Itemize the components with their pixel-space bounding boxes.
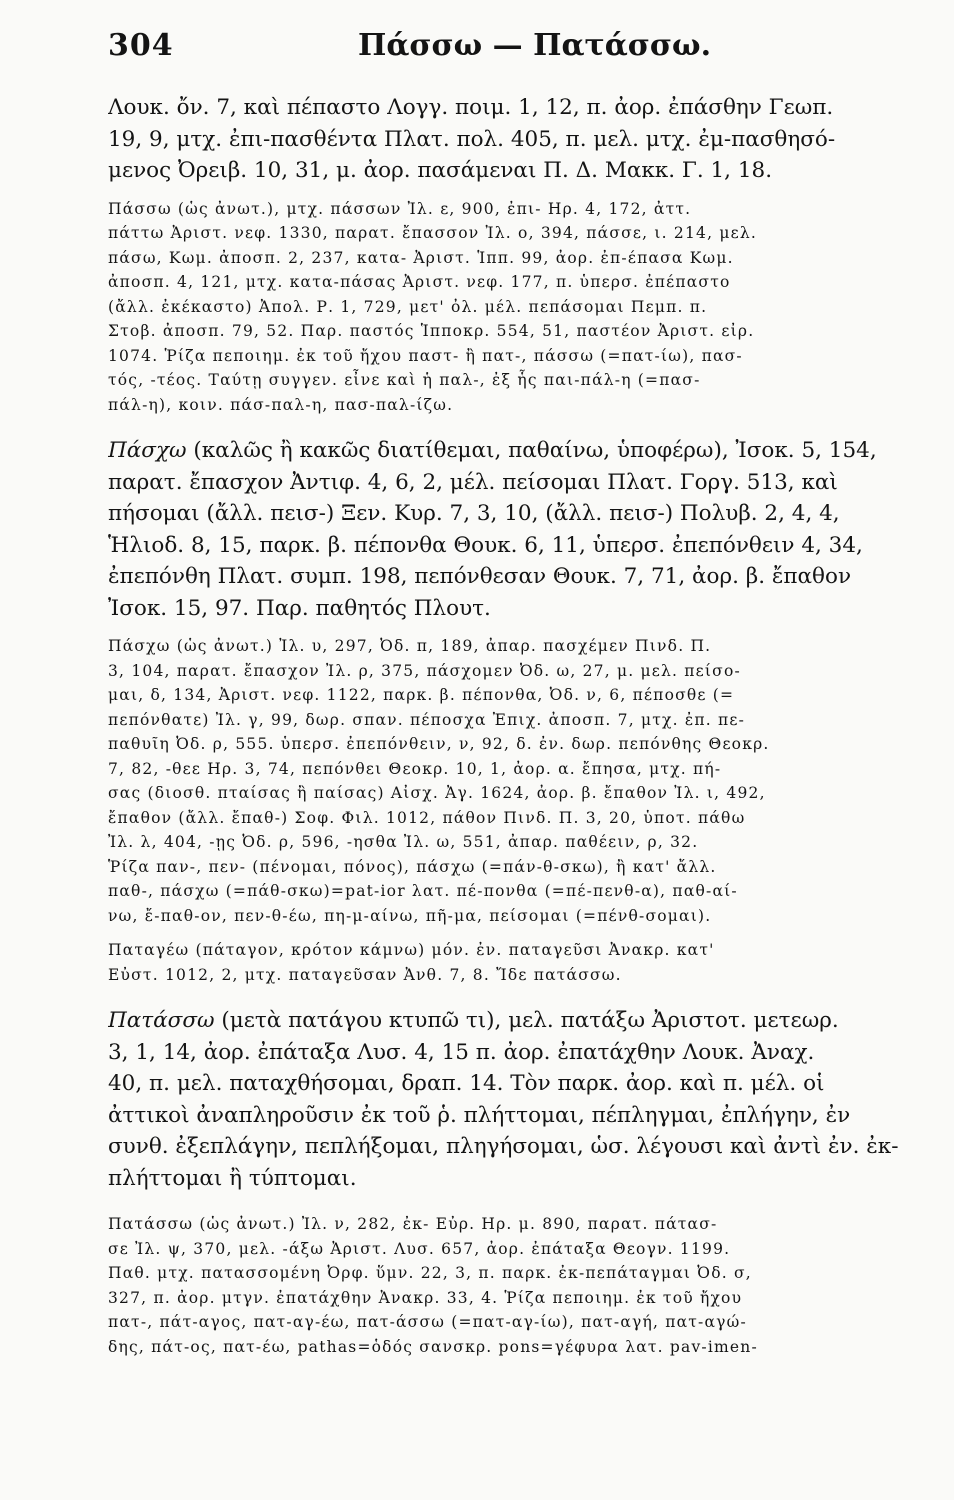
text-line: πλήττομαι ἢ τύπτομαι.: [108, 1165, 357, 1191]
text-line: Στοβ. ἀποσπ. 79, 52. Παρ. παστός Ἱπποκρ. 554, 51, παστέον Ἀριστ. εἰρ.: [108, 322, 755, 340]
text-line: Ἰλ. λ, 404, -ῃς Ὀδ. ρ, 596, -ησθα Ἰλ. ω, 551, ἀπαρ. παθέειν, ρ, 32.: [108, 833, 699, 851]
text-line: πάττω Ἀριστ. νεφ. 1330, παρατ. ἔπασσον Ἰλ. ο, 394, πάσσε, ι. 214, μελ.: [108, 224, 758, 242]
text-line: 7, 82, -θεε Ηρ. 3, 74, πεπόνθει Θεοκρ. 10, 1, ἀορ. α. ἔπησα, μτχ. πή-: [108, 759, 722, 778]
headword: Πάσχω: [108, 438, 187, 463]
text-line: πήσομαι (ἄλλ. πεισ-) Ξεν. Κυρ. 7, 3, 10, (ἄλλ. πεισ-) Πολυβ. 2, 4, 4,: [108, 501, 840, 526]
text-line: ἔπαθον (ἄλλ. ἔπαθ-) Σοφ. Φιλ. 1012, πάθον Πινδ. Π. 3, 20, ὑποτ. πάθω: [108, 808, 746, 827]
text-line: σε Ἰλ. ψ, 370, μελ. -άξω Ἀριστ. Λυσ. 657, ἀορ. ἐπάταξα Θεογν. 1199.: [108, 1239, 731, 1258]
text-line: δης, πάτ-ος, πατ-έω, pathas=ὁδός σανσκρ. pons=γέφυρα λατ. pav-imen-: [108, 1337, 758, 1356]
text-line: [108, 435, 898, 467]
text-line: τός, -τέος. Ταύτῃ συγγεν. εἶνε καὶ ἡ παλ-, ἐξ ἧς παι-πάλ-η (=πασ-: [108, 371, 701, 389]
text-line: μαι, δ, 134, Ἀριστ. νεφ. 1122, παρκ. β. πέπονθα, Ὀδ. ν, 6, πέποσθε (=: [108, 686, 735, 704]
text-line: (ἄλλ. ἐκέκαστο) Ἀπολ. Ρ. 1, 729, μετ' ὀλ. μέλ. πεπάσομαι Πεμπ. π.: [108, 297, 708, 316]
text-line: παθυῖη Ὀδ. ρ, 555. ὑπερσ. ἐπεπόνθειν, ν, 92, δ. ἐν. δωρ. πεπόνθης Θεοκρ.: [108, 735, 770, 753]
running-head: Πάσσω — Πατάσσω.: [358, 28, 712, 63]
text-line: μενος Ὀρειβ. 10, 31, μ. ἀορ. πασάμεναι Π. Δ. Μακκ. Γ. 1, 18.: [108, 158, 773, 183]
text-line: 19, 9, μτχ. ἐπι-πασθέντα Πλατ. πολ. 405, π. μελ. μτχ. ἐμ-πασθησό-: [108, 126, 836, 152]
text-line: Ἡλιοδ. 8, 15, παρκ. β. πέπονθα Θουκ. 6, 11, ὑπερσ. ἐπεπόνθειν 4, 34,: [108, 532, 863, 558]
entry-passo-etymology: [108, 197, 898, 418]
entry-patageo: [108, 938, 898, 987]
text-line: παθ-, πάσχω (=πάθ-σκω)=pat-ior λατ. πέ-πονθα (=πέ-πενθ-α), παθ-αί-: [108, 882, 738, 900]
text-line: σας (διοσθ. πταίσας ἢ παίσας) Αἰσχ. Ἀγ. 1624, ἀορ. β. ἔπαθον Ἰλ. ι, 492,: [108, 784, 766, 802]
text-line: Παθ. μτχ. πατασσομένη Ὀρφ. ὕμν. 22, 3, π. παρκ. ἐκ-πεπάταγμαι Ὀδ. σ,: [108, 1264, 752, 1282]
text-line: 3, 104, παρατ. ἔπασχον Ἰλ. ρ, 375, πάσχομεν Ὀδ. ω, 27, μ. μελ. πείσο-: [108, 661, 741, 680]
text-line: συνθ. ἐξεπλάγην, πεπλήξομαι, πληγήσομαι, ὡσ. λέγουσι καὶ ἀντὶ ἐν. ἐκ-: [108, 1134, 898, 1159]
page-body: [108, 92, 898, 1359]
page-number: 304: [108, 28, 174, 63]
text-line: ἀττικοὶ ἀναπληροῦσιν ἐκ τοῦ ῥ. πλήττομαι, πέπληγμαι, ἐπλήγην, ἐν: [108, 1102, 851, 1128]
text-line: πατ-, πάτ-αγος, πατ-αγ-έω, πατ-άσσω (=πατ-αγ-ίω), πατ-αγή, πατ-αγώ-: [108, 1313, 747, 1331]
text-line: Πάσχω (ὡς ἀνωτ.) Ἰλ. υ, 297, Ὀδ. π, 189, ἀπαρ. πασχέμεν Πινδ. Π.: [108, 637, 712, 655]
text-line: 40, π. μελ. παταχθήσομαι, δραπ. 14. Τὸν παρκ. ἀορ. καὶ π. μέλ. οἱ: [108, 1071, 825, 1096]
text-line: [108, 1005, 898, 1037]
entry-pascho: [108, 435, 898, 624]
headword: Πατάσσω: [108, 1008, 215, 1033]
text-line: παρατ. ἔπασχον Ἀντιφ. 4, 6, 2, μέλ. πείσομαι Πλατ. Γοργ. 513, καὶ: [108, 469, 838, 495]
text-segment: (μετὰ πατάγου κτυπῶ τι), μελ. πατάξω Ἀριστοτ. μετεωρ.: [214, 1008, 839, 1033]
text-line: Πάσσω (ὡς ἀνωτ.), μτχ. πάσσων Ἰλ. ε, 900, ἐπι- Ηρ. 4, 172, ἀττ.: [108, 199, 692, 218]
page-header: [108, 28, 878, 80]
text-line: πάσω, Κωμ. ἀποσπ. 2, 237, κατα- Ἀριστ. Ἱππ. 99, ἀορ. ἐπ-έπασα Κωμ.: [108, 248, 734, 267]
text-line: Παταγέω (πάταγον, κρότον κάμνω) μόν. ἐν. παταγεῦσι Ἀνακρ. κατ': [108, 941, 715, 959]
text-line: Ἰσοκ. 15, 97. Παρ. παθητός Πλουτ.: [108, 595, 491, 621]
text-line: 1074. Ῥίζα πεποιημ. ἐκ τοῦ ἤχου παστ- ἢ πατ-, πάσσω (=πατ-ίω), πασ-: [108, 346, 743, 365]
text-line: Ῥίζα παν-, πεν- (πένομαι, πόνος), πάσχω (=πάν-θ-σκω), ἢ κατ' ἄλλ.: [108, 857, 717, 876]
text-line: πάλ-η), κοιν. πάσ-παλ-η, πασ-παλ-ίζω.: [108, 395, 454, 414]
text-line: ἀποσπ. 4, 121, μτχ. κατα-πάσας Ἀριστ. νεφ. 177, π. ὑπερσ. ἐπέπαστο: [108, 273, 731, 291]
text-line: ἐπεπόνθη Πλατ. συμπ. 198, πεπόνθεσαν Θουκ. 7, 71, ἀορ. β. ἔπαθον: [108, 564, 852, 589]
entry-pascho-etymology: [108, 634, 898, 928]
text-line: 327, π. ἀορ. μτγν. ἐπατάχθην Ἀνακρ. 33, 4. Ῥίζα πεποιημ. ἐκ τοῦ ἤχου: [108, 1288, 743, 1307]
text-line: Εὐστ. 1012, 2, μτχ. παταγεῦσαν Ἀνθ. 7, 8. Ἴδε πατάσσω.: [108, 965, 622, 984]
entry-patasso: [108, 1005, 898, 1194]
text-line: Πατάσσω (ὡς ἀνωτ.) Ἰλ. ν, 282, ἐκ- Εὐρ. Ηρ. μ. 890, παρατ. πάτασ-: [108, 1215, 718, 1233]
text-line: νω, ἔ-παθ-ον, πεν-θ-έω, πη-μ-αίνω, πῆ-μα, πείσομαι (=πένθ-σομαι).: [108, 906, 712, 925]
entry-passo-continuation: [108, 92, 898, 187]
text-line: Λουκ. ὄν. 7, καὶ πέπαστο Λογγ. ποιμ. 1, 12, π. ἀορ. ἐπάσθην Γεωπ.: [108, 95, 834, 120]
entry-patasso-etymology: [108, 1212, 898, 1359]
text-line: 3, 1, 14, ἀορ. ἐπάταξα Λυσ. 4, 15 π. ἀορ. ἐπατάχθην Λουκ. Ἀναχ.: [108, 1039, 815, 1065]
text-line: πεπόνθατε) Ἰλ. γ, 99, δωρ. σπαν. πέποσχα Ἐπιχ. ἀποσπ. 7, μτχ. ἐπ. πε-: [108, 710, 746, 729]
text-segment: (καλῶς ἢ κακῶς διατίθεμαι, παθαίνω, ὑποφέρω), Ἰσοκ. 5, 154,: [186, 438, 877, 463]
